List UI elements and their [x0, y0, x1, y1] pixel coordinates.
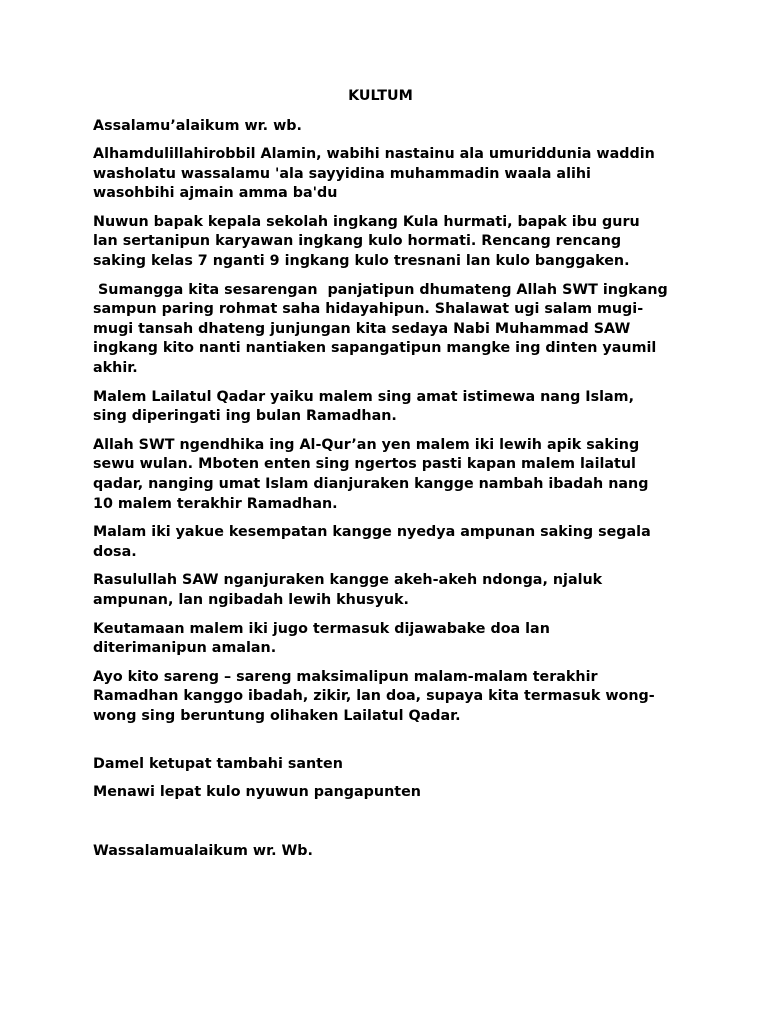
document-page	[93, 87, 673, 870]
paragraph: Malam iki yakue kesempatan kangge nyedya ampunan saking segala dosa.	[93, 524, 656, 560]
closing: Wassalamualaikum wr. Wb.	[93, 842, 313, 859]
paragraph: Sumangga kita sesarengan panjatipun dhumateng Allah SWT ingkang sampun paring rohmat saha hidayahipun. Shalawat ugi salam mugi-mugi tansah dhateng junjungan kita sedaya Nabi Muhammad SAW ingkang kito nanti nantiaken sapangatipun mangke ing dinten yaumil akhir.	[93, 281, 673, 377]
paragraph: Ayo kito sareng – sareng maksimalipun malam-malam terakhir Ramadhan kanggo ibadah, zikir, lan doa, supaya kita termasuk wong-wong sing beruntung olihaken Lailatul Qadar.	[93, 668, 655, 724]
paragraph: Allah SWT ngendhika ing Al-Qur’an yen malem iki lewih apik saking sewu wulan. Mboten enten sing ngertos pasti kapan malem lailatul qadar, nanging umat Islam dianjuraken kangge nambah ibadah nang 10 malem terakhir Ramadhan.	[93, 436, 654, 512]
paragraph: Nuwun bapak kepala sekolah ingkang Kula hurmati, bapak ibu guru lan sertanipun karyawan ingkang kulo hormati. Rencang rencang saking kelas 7 nganti 9 ingkang kulo tresnani lan kulo banggaken.	[93, 213, 645, 270]
paragraph: Malem Lailatul Qadar yaiku malem sing amat istimewa nang Islam, sing diperingati ing bulan Ramadhan.	[93, 388, 639, 425]
spacer	[93, 812, 668, 842]
spacer	[93, 736, 668, 755]
paragraph: Rasulullah SAW nganjuraken kangge akeh-akeh ndonga, njaluk ampunan, lan ngibadah lewih khusyuk.	[93, 572, 608, 608]
document-title: KULTUM	[348, 88, 413, 104]
paragraph: Alhamdulillahirobbil Alamin, wabihi nastainu ala umuriddunia waddin washolatu wassalamu 'ala sayyidina muhammadin waala alihi wasohbihi ajmain amma ba'du	[93, 146, 660, 202]
paragraph: Keutamaan malem iki jugo termasuk dijawabake doa lan diterimanipun amalan.	[93, 620, 555, 657]
pantun-line: Menawi lepat kulo nyuwun pangapunten	[93, 784, 421, 801]
greeting: Assalamu’alaikum wr. wb.	[93, 117, 302, 134]
pantun-line: Damel ketupat tambahi santen	[93, 755, 343, 772]
